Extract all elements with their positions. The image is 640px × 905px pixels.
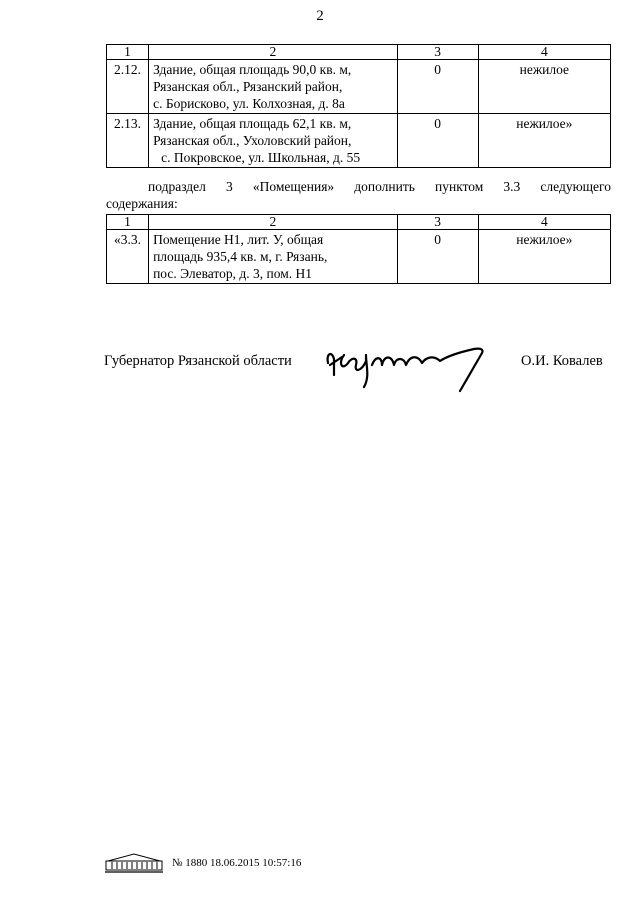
description-line: с. Борисково, ул. Колхозная, д. 8а [153,96,345,111]
value-cell: 0 [397,60,478,114]
table-row [107,114,611,168]
description-cell [149,230,397,284]
description-line: Рязанская обл., Рязанский район, [153,79,343,94]
description-cell [149,60,397,114]
property-table-buildings [106,44,611,168]
description-line: пос. Элеватор, д. 3, пом. Н1 [153,266,313,281]
value-cell: 0 [397,230,478,284]
table-row [107,230,611,284]
description-line: площадь 935,4 кв. м, г. Рязань, [153,249,328,264]
type-cell: нежилое [478,60,610,114]
property-table-premises [106,214,611,284]
description-cell [149,114,397,168]
registration-stamp: № 1880 18.06.2015 10:57:16 [172,857,302,869]
header-cell: 2 [149,45,397,60]
description-line: с. Покровское, ул. Школьная, д. 55 [161,150,361,165]
description-line: Помещение Н1, лит. У, общая [153,232,324,247]
row-number: 2.12. [107,60,149,114]
header-cell: 2 [149,215,397,230]
header-cell: 4 [478,215,610,230]
description-line: Рязанская обл., Ухоловский район, [153,133,352,148]
header-cell: 3 [397,215,478,230]
type-cell: нежилое» [478,230,610,284]
paragraph-line: содержания: [106,196,178,211]
type-cell: нежилое» [478,114,610,168]
value-cell: 0 [397,114,478,168]
header-cell: 1 [107,215,149,230]
header-cell: 1 [107,45,149,60]
table-header-row [107,215,611,230]
description-line: Здание, общая площадь 62,1 кв. м, [153,116,352,131]
signatory-name: О.И. Ковалев [521,353,603,369]
signatory-title: Губернатор Рязанской области [104,353,292,369]
header-cell: 3 [397,45,478,60]
paragraph-line: подраздел 3 «Помещения» дополнить пунктом 3.3 следующего [148,179,611,194]
amendment-paragraph [106,178,611,212]
table-row [107,60,611,114]
description-line: Здание, общая площадь 90,0 кв. м, [153,62,352,77]
page-number: 2 [316,8,324,24]
handwritten-signature [322,335,492,395]
government-building-logo [104,851,164,873]
table-header-row [107,45,611,60]
row-number: «3.3. [107,230,149,284]
row-number: 2.13. [107,114,149,168]
header-cell: 4 [478,45,610,60]
